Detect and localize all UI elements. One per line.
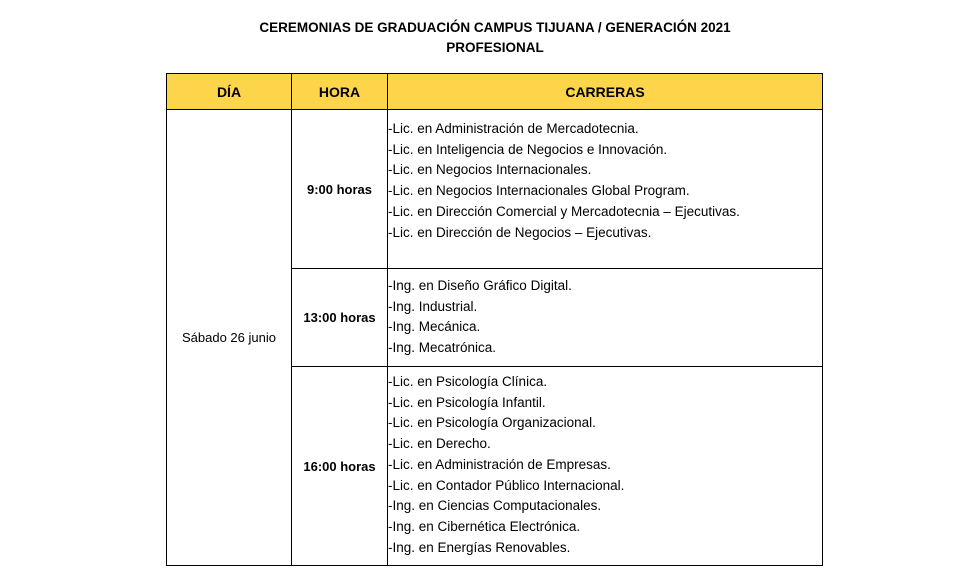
list-item: -Ing. Mecatrónica. — [388, 340, 497, 356]
careers-cell — [388, 110, 823, 269]
list-item: -Lic. en Negocios Internacionales. — [388, 162, 592, 178]
list-item: -Ing. Mecánica. — [388, 319, 481, 335]
list-item: -Lic. en Derecho. — [388, 436, 491, 452]
hour-cell: 13:00 horas — [292, 269, 388, 367]
header-hour: HORA — [292, 74, 388, 110]
day-cell: Sábado 26 junio — [167, 110, 292, 566]
list-item: -Ing. en Cibernética Electrónica. — [388, 518, 581, 534]
hour-cell: 9:00 horas — [292, 110, 388, 269]
list-item: -Lic. en Negocios Internacionales Global Program. — [388, 183, 690, 199]
hour-cell: 16:00 horas — [292, 367, 388, 566]
title-line-1: CEREMONIAS DE GRADUACIÓN CAMPUS TIJUANA / GENERACIÓN 2021 — [259, 20, 731, 35]
list-item: -Lic. en Psicología Infantil. — [388, 394, 546, 410]
list-item: -Lic. en Administración de Empresas. — [388, 456, 611, 472]
header-careers: CARRERAS — [388, 74, 823, 110]
list-item: -Ing. en Ciencias Computacionales. — [388, 498, 602, 514]
list-item: -Lic. en Inteligencia de Negocios e Innovación. — [388, 141, 668, 157]
list-item: -Lic. en Dirección de Negocios – Ejecutivas. — [388, 224, 652, 240]
careers-cell — [388, 367, 823, 566]
list-item: -Lic. en Contador Público Internacional. — [388, 477, 625, 493]
career-list — [388, 119, 822, 243]
list-item: -Ing. Industrial. — [388, 298, 478, 314]
header-day: DÍA — [167, 74, 292, 110]
list-item: -Lic. en Psicología Organizacional. — [388, 415, 596, 431]
document-title — [0, 18, 953, 58]
table-row — [167, 110, 823, 269]
graduation-schedule-table — [166, 73, 823, 566]
list-item: -Ing. en Diseño Gráfico Digital. — [388, 278, 572, 293]
list-item: -Lic. en Dirección Comercial y Mercadotecnia – Ejecutivas. — [388, 203, 740, 219]
career-list — [388, 372, 822, 558]
career-list — [388, 276, 822, 359]
careers-cell — [388, 269, 823, 367]
table-header-row — [167, 74, 823, 110]
list-item: -Lic. en Psicología Clínica. — [388, 374, 548, 389]
list-item: -Lic. en Administración de Mercadotecnia. — [388, 121, 639, 136]
title-line-2: PROFESIONAL — [446, 40, 544, 55]
list-item: -Ing. en Energías Renovables. — [388, 539, 571, 555]
